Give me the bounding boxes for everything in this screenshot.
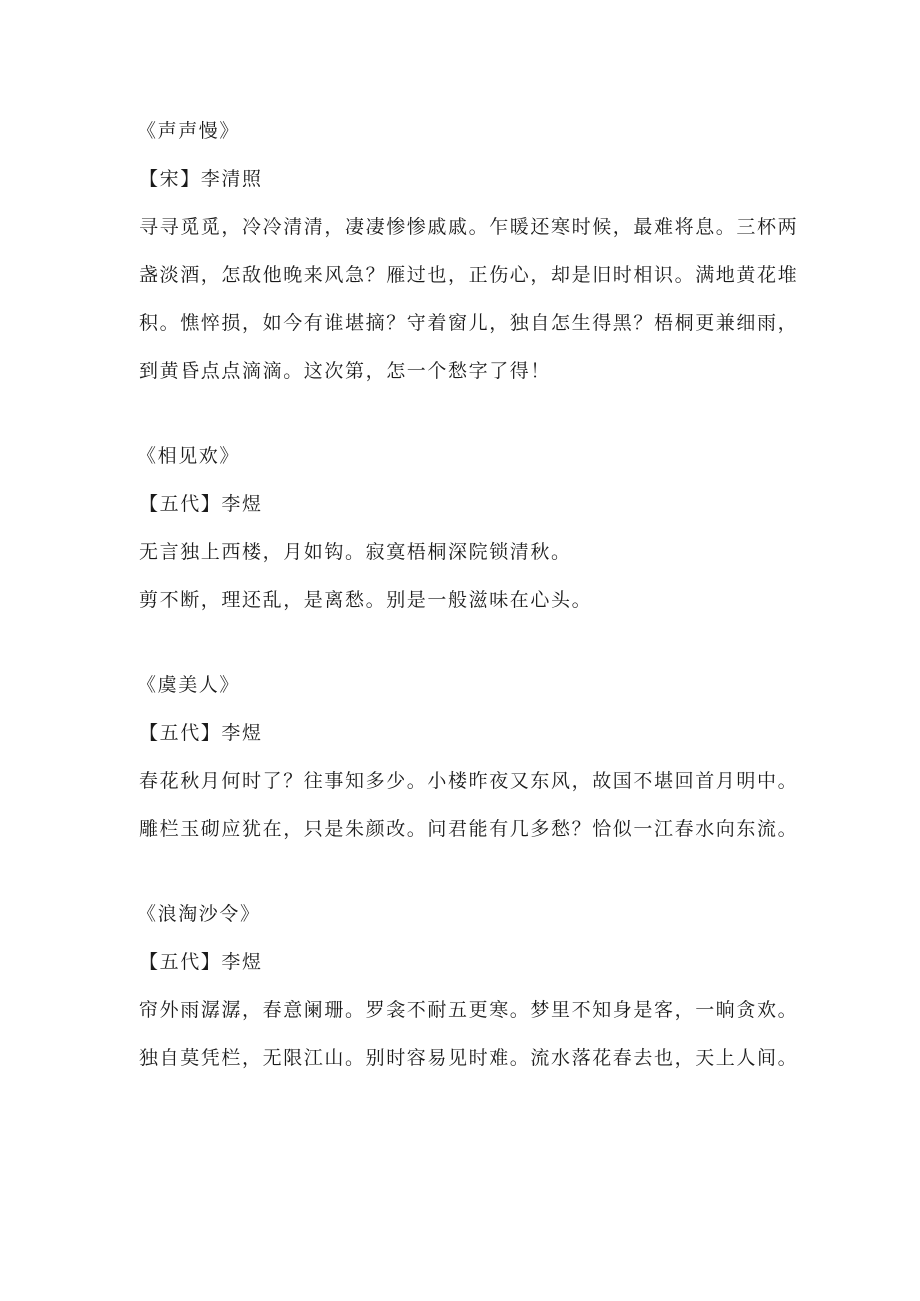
- poem-xiangjianhuan: [139, 437, 789, 620]
- poem-body: [139, 533, 789, 620]
- poem-line: 寻寻觅觅，冷冷清清，凄凄惨惨戚戚。乍暖还寒时候，最难将息。三杯两: [139, 216, 799, 238]
- poem-title: 《相见欢》: [137, 445, 241, 467]
- document-page: [137, 112, 799, 1087]
- poem-line: 积。憔悴损，如今有谁堪摘？守着窗儿，独自怎生得黑？梧桐更兼细雨，: [139, 312, 799, 334]
- poem-yumeiren: [137, 666, 799, 849]
- poem-title: 《虞美人》: [137, 674, 241, 696]
- poem-line: 到黄昏点点滴滴。这次第，怎一个愁字了得！: [139, 360, 552, 382]
- poem-line: 春花秋月何时了？往事知多少。小楼昨夜又东风，故国不堪回首月明中。: [139, 770, 799, 792]
- poem-author: 【五代】李煜: [139, 493, 263, 515]
- poem-author: 【宋】李清照: [139, 168, 263, 190]
- poem-line: 独自莫凭栏，无限江山。别时容易见时难。流水落花春去也，天上人间。: [139, 1047, 799, 1069]
- poem-line: 雕栏玉砌应犹在，只是朱颜改。问君能有几多愁？恰似一江春水向东流。: [139, 818, 799, 840]
- poem-line: 无言独上西楼，月如钩。寂寞梧桐深院锁清秋。: [139, 541, 572, 563]
- poem-author: 【五代】李煜: [139, 951, 263, 973]
- poem-line: 盏淡酒，怎敌他晚来风急？雁过也，正伤心，却是旧时相识。满地黄花堆: [139, 264, 799, 286]
- poem-langtaoshaling: [137, 895, 799, 1078]
- poem-author: 【五代】李煜: [139, 722, 263, 744]
- poem-shengshengman: [137, 112, 799, 391]
- poem-body: [139, 991, 799, 1078]
- poem-body: [139, 762, 799, 849]
- poem-line: 帘外雨潺潺，春意阑珊。罗衾不耐五更寒。梦里不知身是客，一晌贪欢。: [139, 999, 799, 1021]
- poem-title: 《声声慢》: [137, 120, 241, 142]
- poem-line: 剪不断，理还乱，是离愁。别是一般滋味在心头。: [139, 589, 593, 611]
- poem-body: [139, 208, 799, 391]
- poem-title: 《浪淘沙令》: [137, 903, 261, 925]
